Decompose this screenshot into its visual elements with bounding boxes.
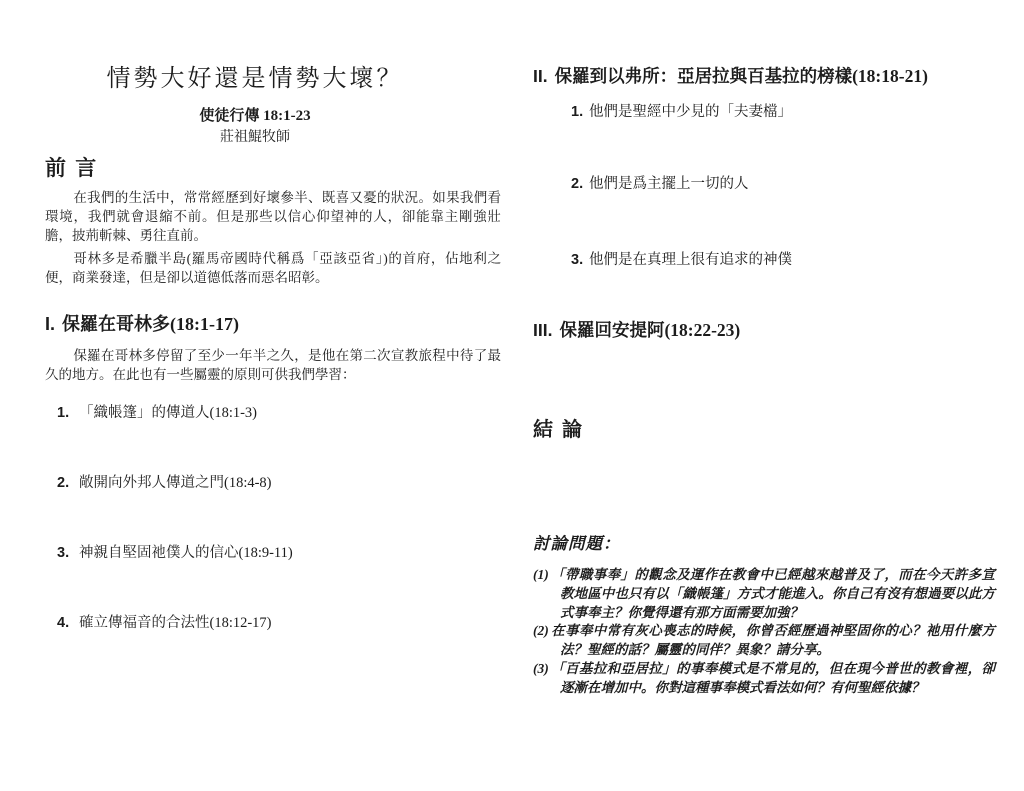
question-text: 「百基拉和亞居拉」的事奉模式是不常見的，但在現今普世的教會裡，卻逐漸在增加中。你對這種事奉模式看法如何？有何聖經依據？	[550, 660, 995, 695]
item-number: 2.	[57, 475, 70, 491]
question-number: (1)	[533, 567, 549, 582]
outline-item	[57, 401, 257, 422]
discussion-questions	[533, 566, 995, 698]
item-number: 3.	[57, 545, 70, 561]
section-3-heading	[533, 317, 740, 342]
item-text: 他們是在真理上很有追求的神僕	[589, 252, 792, 268]
section-1-heading	[45, 310, 239, 336]
discussion-heading: 討論問題：	[533, 534, 621, 553]
outline-item	[57, 611, 272, 632]
author-name: 莊祖鯤牧師	[220, 130, 290, 145]
discussion-question	[533, 660, 995, 698]
item-text: 確立傳福音的合法性(18:12-17)	[79, 615, 272, 631]
section-2-title: 保羅到以弗所：亞居拉與百基拉的榜樣(18:18-21)	[554, 66, 928, 86]
item-text: 他們是爲主擺上一切的人	[589, 176, 749, 192]
question-number: (2)	[533, 623, 549, 639]
item-number: 1.	[571, 104, 584, 120]
outline-item	[571, 248, 792, 269]
section-1-title: 保羅在哥林多(18:1-17)	[62, 314, 239, 334]
preface-paragraph-2: 哥林多是希臘半島(羅馬帝國時代稱爲「亞該亞省」)的首府，佔地利之便，商業發達，但是卻以道德低落而惡名昭彰。	[45, 251, 501, 285]
section-2-label: II.	[533, 66, 548, 86]
section-3-title: 保羅回安提阿(18:22-23)	[559, 320, 741, 340]
conclusion-heading: 結 論	[533, 419, 584, 441]
preface-paragraph-1: 在我們的生活中，常常經歷到好壞參半、既喜又憂的狀況。如果我們看環境，我們就會退縮不前。但是那些以信心仰望神的人，卻能靠主剛強壯膽，披荊斬棘、勇往直前。	[45, 190, 501, 243]
section-2-heading	[533, 63, 928, 88]
item-text: 神親自堅固祂僕人的信心(18:9-11)	[79, 545, 293, 561]
item-text: 他們是聖經中少見的「夫妻檔」	[589, 104, 792, 120]
preface-heading: 前 言	[45, 156, 99, 180]
item-number: 1.	[57, 405, 70, 421]
item-number: 4.	[57, 615, 70, 631]
item-text: 敞開向外邦人傳道之門(18:4-8)	[79, 475, 272, 491]
question-number: (3)	[533, 660, 549, 676]
document-title: 情勢大好還是情勢大壞？	[106, 66, 404, 92]
item-number: 3.	[571, 252, 584, 268]
section-3-label: III.	[533, 320, 553, 340]
item-text: 「織帳篷」的傳道人(18:1-3)	[79, 405, 258, 421]
section-1-label: I.	[45, 314, 56, 334]
question-text: 在事奉中常有灰心喪志的時候，你曾否經歷過神堅固你的心？祂用什麼方法？聖經的話？屬靈的同伴？異象？請分享。	[550, 623, 995, 658]
scripture-reference: 使徒行傳 18:1-23	[199, 108, 311, 124]
outline-item	[571, 100, 792, 121]
question-text: 「帶職事奉」的觀念及運作在教會中已經越來越普及了，而在今天許多宣教地區中也只有以「織帳篷」方式才能進入。你自己有沒有想過要以此方式事奉主？你覺得還有那方面需要加強？	[550, 567, 995, 620]
outline-item	[571, 172, 749, 193]
section-1-intro: 保羅在哥林多停留了至少一年半之久，是他在第二次宣教旅程中待了最久的地方。在此也有一些屬靈的原則可供我們學習：	[45, 348, 501, 382]
item-number: 2.	[571, 176, 584, 192]
outline-item	[57, 471, 272, 492]
discussion-question	[533, 566, 995, 622]
outline-item	[57, 541, 293, 562]
discussion-question	[533, 622, 995, 660]
